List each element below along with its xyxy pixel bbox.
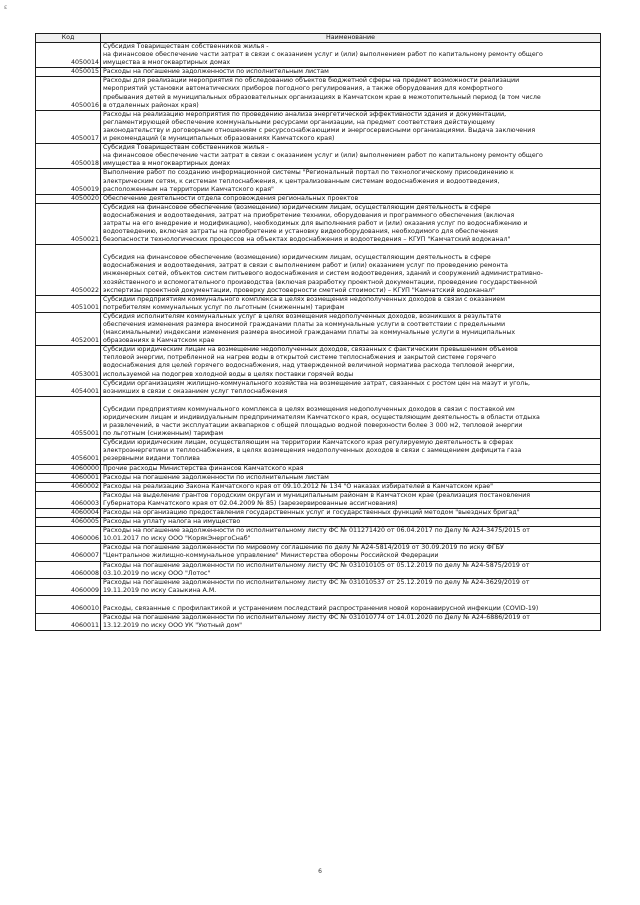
row-name (101, 68, 601, 77)
row-name-line: Расходы на погашение задолженности по исполнительному листу ФС № 011271420 от 06.04.2017 по Делу № А24-3475/2015 от (103, 527, 530, 535)
row-name (101, 508, 601, 517)
row-name-line: 03.10.2019 по иску ООО "Лотос" (103, 569, 211, 577)
row-name-line: и развлечений, в части эксплуатации аквапарков с общей площадью водной поверхности более 3 000 м2, тепловой энергии (103, 422, 523, 430)
row-name-line: мероприятий установки автоматических приборов погодного регулирования, а также оборудования для комфортного (103, 85, 503, 93)
row-code: 4060011 (36, 614, 101, 631)
row-name (101, 614, 601, 631)
row-name (101, 295, 601, 312)
row-code: 4060003 (36, 491, 101, 508)
row-name-line: резервными видами топлива (103, 455, 200, 463)
row-name-line: Расходы для реализации мероприятия по обследованию объектов бюджетной сферы на предмет возможности реализации (103, 77, 520, 85)
row-name-line: водоснабжения и водоотведения, затрат на приобретение техники, оборудования и программного обеспечения (включая (103, 211, 515, 219)
row-name-line: имущества в многоквартирных домах (103, 160, 231, 168)
column-header-code: Код (36, 34, 101, 43)
table-row (36, 614, 601, 631)
row-code: 4060004 (36, 508, 101, 517)
row-name-line: Субсидии предприятиям коммунального комплекса в целях возмещения недополученных доходов в связи с оказанием (103, 295, 506, 303)
row-name-line: в отдаленных районах края) (103, 101, 199, 109)
table-row (36, 68, 601, 77)
row-code: 4060001 (36, 473, 101, 482)
table-row (36, 110, 601, 143)
row-name-line: хозяйственного и вспомогательного производства (включая разработку проектной документации, проведение государственной (103, 278, 538, 286)
row-name-line: Расходы на погашение задолженности по исполнительным листам (103, 68, 329, 76)
row-name (101, 464, 601, 473)
row-code: 4051001 (36, 295, 101, 312)
row-code: 4060008 (36, 561, 101, 578)
table-row (36, 508, 601, 517)
row-name (101, 379, 601, 396)
row-code: 4060005 (36, 518, 101, 527)
row-code: 4056001 (36, 439, 101, 464)
table-row (36, 203, 601, 244)
row-name-line: Расходы на реализацию мероприятия по проведению анализа энергетической эффективности здания и документации, (103, 110, 507, 118)
table-row (36, 379, 601, 396)
row-name-line: электроэнергетики и теплоснабжения, в целях возмещения недополученных доходов в связи с замещением дефицита газа (103, 447, 522, 455)
row-name-line: водоотведению, включая затраты на приобретение и установку видеооборудования, необходимого для обеспечения (103, 228, 498, 236)
row-name-line: Субсидия Товариществам собственников жилья - (103, 43, 269, 50)
row-name (101, 439, 601, 464)
table-row (36, 595, 601, 613)
table-row (36, 77, 601, 110)
row-name-line: Субсидия исполнителям коммунальных услуг в целях возмещения недополученных доходов, возникших в результате (103, 312, 502, 320)
row-name-line: Расходы на погашение задолженности по мировому соглашению по делу № А24-5814/2019 от 30.09.2019 по иску ФГБУ (103, 544, 504, 552)
row-code: 4052001 (36, 312, 101, 345)
table-row (36, 396, 601, 438)
table-row (36, 169, 601, 194)
row-name-line: Расходы, связанные с профилактикой и устранением последствий распространения новой коронавирусной инфекции (COVID-19) (103, 604, 539, 612)
row-name-line: Расходы на реализацию Закона Камчатского края от 09.10.2012 № 134 "О наказах избирателей в Камчатском крае" (103, 482, 494, 490)
column-header-name: Наименование (101, 34, 601, 43)
table-row (36, 312, 601, 345)
row-name-line: по льготным (сниженным) тарифам (103, 430, 224, 438)
row-name (101, 396, 601, 438)
row-name-line: Расходы на погашение задолженности по исполнительному листу ФС № 031010774 от 14.01.2020 по Делу № А24-6886/2019 от (103, 614, 530, 621)
table-row (36, 578, 601, 595)
row-name-line: Губернатора Камчатского края от 02.04.2009 № 85) (зарезервированные ассигнования) (103, 499, 398, 507)
row-code: 4050014 (36, 43, 101, 68)
table-row (36, 245, 601, 295)
table-body (36, 43, 601, 631)
row-code: 4060000 (36, 464, 101, 473)
table-row (36, 346, 601, 379)
table-row (36, 464, 601, 473)
row-name-line: имущества в многоквартирных домах (103, 59, 231, 67)
table-row (36, 518, 601, 527)
table-row (36, 473, 601, 482)
row-name-line: законодательству и договорным отношениям с ресурсоснабжающими и энергосервисными организациями. Выдача заключения (103, 126, 536, 134)
table-row (36, 439, 601, 464)
row-name-line: на финансовое обеспечение части затрат в связи с оказанием услуг и (или) выполнением работ по капитальному ремонту общего (103, 51, 543, 59)
table-row (36, 482, 601, 491)
row-code: 4050018 (36, 144, 101, 169)
row-name (101, 544, 601, 561)
row-name-line: Расходы на погашение задолженности по исполнительному листу ФС № 031010537 от 25.12.2019 по делу № А24-3629/2019 от (103, 578, 530, 586)
row-name-line: тепловой энергии, потребленной на нагрев воды в открытой системе теплоснабжения и закрытой системе горячего (103, 354, 497, 362)
row-name-line: "Центральное жилищно-коммунальное управление" Министерства обороны Российской Федерации (103, 552, 439, 560)
row-name-line: (максимальными) индексами изменения размера вносимой гражданами платы за коммунальные услуги в муниципальных (103, 329, 516, 337)
row-name-line: Расходы на организацию предоставления государственных услуг и государственных функций методом "выездных бригад" (103, 508, 520, 516)
row-name-line: расположенным на территории Камчатского края" (103, 185, 274, 193)
row-name-line: инженерных сетей, объектов систем питьевого водоснабжения и систем водоотведения, зданий и сооружений административно- (103, 270, 543, 278)
row-name-line: 10.01.2017 по иску ООО "КорякЭнергоСнаб" (103, 535, 251, 543)
table-header-row (36, 34, 601, 43)
row-name (101, 245, 601, 295)
row-name-line: Субсидии юридическим лицам, осуществляющим на территории Камчатского края регулируемую деятельность в сферах (103, 439, 514, 447)
row-name (101, 473, 601, 482)
row-name (101, 346, 601, 379)
corner-mark: ε (4, 4, 8, 11)
row-name-line: юридическим лицам и индивидуальным предпринимателям Камчатского края, осуществляющим деятельность в области отдыха (103, 413, 540, 421)
row-code: 4050021 (36, 203, 101, 244)
table-row (36, 144, 601, 169)
row-name-line: водоснабжения для целей горячего водоснабжения, над утвержденной величиной норматива расхода тепловой энергии, (103, 362, 515, 370)
table-row (36, 491, 601, 508)
row-name-line: Прочие расходы Министерства финансов Камчатского края (103, 464, 304, 472)
row-name-line: Расходы на выделение грантов городским округам и муниципальным районам в Камчатском крае (реализация постановления (103, 491, 531, 499)
row-name (101, 491, 601, 508)
row-name-line: Субсидия на финансовое обеспечение (возмещение) юридическим лицам, осуществляющим деятельность в сфере (103, 203, 491, 211)
row-code: 4060009 (36, 578, 101, 595)
row-name-line: на финансовое обеспечение части затрат в связи с оказанием услуг и (или) выполнением работ по капитальному ремонту общего (103, 152, 543, 160)
row-name-line: образованиях в Камчатском крае (103, 337, 215, 345)
row-name-line: экспертизы проектной документации, проверку достоверности сметной стоимости) – КГУП "Камчатский водоканал" (103, 286, 495, 294)
row-name-line: электрическим сетям, к системам теплоснабжения, к централизованным системам водоснабжения и водоотведения, (103, 177, 500, 185)
row-name-line: 19.11.2019 по иску Сазыкина А.М. (103, 586, 217, 594)
table-row (36, 527, 601, 544)
row-name-line: Субсидии юридическим лицам на возмещение недополученных доходов, связанных с фактическим превышением объемов (103, 346, 518, 354)
row-code: 4055001 (36, 396, 101, 438)
table-row (36, 194, 601, 203)
row-name (101, 527, 601, 544)
table-row (36, 295, 601, 312)
row-code: 4050016 (36, 77, 101, 110)
page-number: 6 (318, 868, 322, 875)
row-name-line: регламентирующей обеспечение коммунальными ресурсами организации, на предмет соответствия действующему (103, 118, 495, 126)
row-code: 4050017 (36, 110, 101, 143)
row-code: 4050020 (36, 194, 101, 203)
row-code: 4060007 (36, 544, 101, 561)
row-name (101, 43, 601, 68)
row-name-line: обеспечения изменения размера вносимой гражданами платы за коммунальные услуги в соответствии с предельными (103, 321, 506, 328)
row-name (101, 482, 601, 491)
row-name-line: и рекомендаций (в муниципальных образованиях Камчатского края) (103, 135, 335, 143)
row-name-line: Субсидии организациям жилищно-коммунального хозяйства на возмещение затрат, связанных с ростом цен на мазут и уголь, (103, 379, 531, 387)
row-name (101, 561, 601, 578)
row-name-line: пребывания детей в муниципальных образовательных организациях в Камчатском крае в межотопительный период (в том числе (103, 93, 541, 101)
row-name (101, 144, 601, 169)
row-name-line: 13.12.2019 по иску ООО УК "Уютный дом" (103, 622, 243, 630)
row-name-line: Субсидии предприятиям коммунального комплекса в целях возмещения недополученных доходов в связи с поставкой им (103, 405, 515, 413)
budget-codes-table (35, 33, 601, 631)
row-name-line: Расходы на уплату налога на имущество (103, 518, 241, 526)
row-name (101, 518, 601, 527)
row-name (101, 312, 601, 345)
row-name-line: Субсидия Товариществам собственников жилья - (103, 144, 269, 152)
row-name (101, 595, 601, 613)
row-name (101, 169, 601, 194)
row-name (101, 194, 601, 203)
row-code: 4050022 (36, 245, 101, 295)
row-name-line: Выполнение работ по созданию информационной системы "Региональный портал по технологическому присоединению к (103, 169, 514, 177)
row-name-line: затраты на его внедрение и модификацию), необходимых для выполнения работ и (или) оказания услуг по водоснабжению и (103, 219, 528, 227)
table-row (36, 561, 601, 578)
row-name-line: возникших в связи с оказанием услуг теплоснабжения (103, 387, 288, 395)
row-name-line: Расходы на погашение задолженности по исполнительным листам (103, 473, 329, 481)
row-name-line: безопасности технологических процессов на объектах водоснабжения и водоотведения – КГУП "Камчатский водоканал" (103, 236, 511, 244)
row-name-line: используемой на подогрев холодной воды в целях поставки горячей воды (103, 370, 354, 378)
row-name (101, 578, 601, 595)
row-code: 4054001 (36, 379, 101, 396)
row-code: 4050015 (36, 68, 101, 77)
row-code: 4060002 (36, 482, 101, 491)
table-row (36, 544, 601, 561)
row-name-line: потребителям коммунальных услуг по льготным (сниженным) тарифам (103, 303, 345, 311)
row-name (101, 203, 601, 244)
table-row (36, 43, 601, 68)
row-code: 4060010 (36, 595, 101, 613)
row-code: 4053001 (36, 346, 101, 379)
row-name-line: Обеспечение деятельности отдела сопровождения региональных проектов (103, 194, 359, 202)
row-name-line: Расходы на погашение задолженности по исполнительному листу ФС № 031010105 от 05.12.2019 по делу № А24-5875/2019 от (103, 561, 530, 569)
row-name (101, 77, 601, 110)
row-name-line: Субсидия на финансовое обеспечение (возмещение) юридическим лицам, осуществляющим деятельность в сфере (103, 254, 491, 262)
row-code: 4050019 (36, 169, 101, 194)
row-name (101, 110, 601, 143)
row-code: 4060006 (36, 527, 101, 544)
row-name-line: водоснабжения и водоотведения, затрат в связи с выполнением работ и (или) оказанием услуг по проведению ремонта (103, 262, 508, 270)
